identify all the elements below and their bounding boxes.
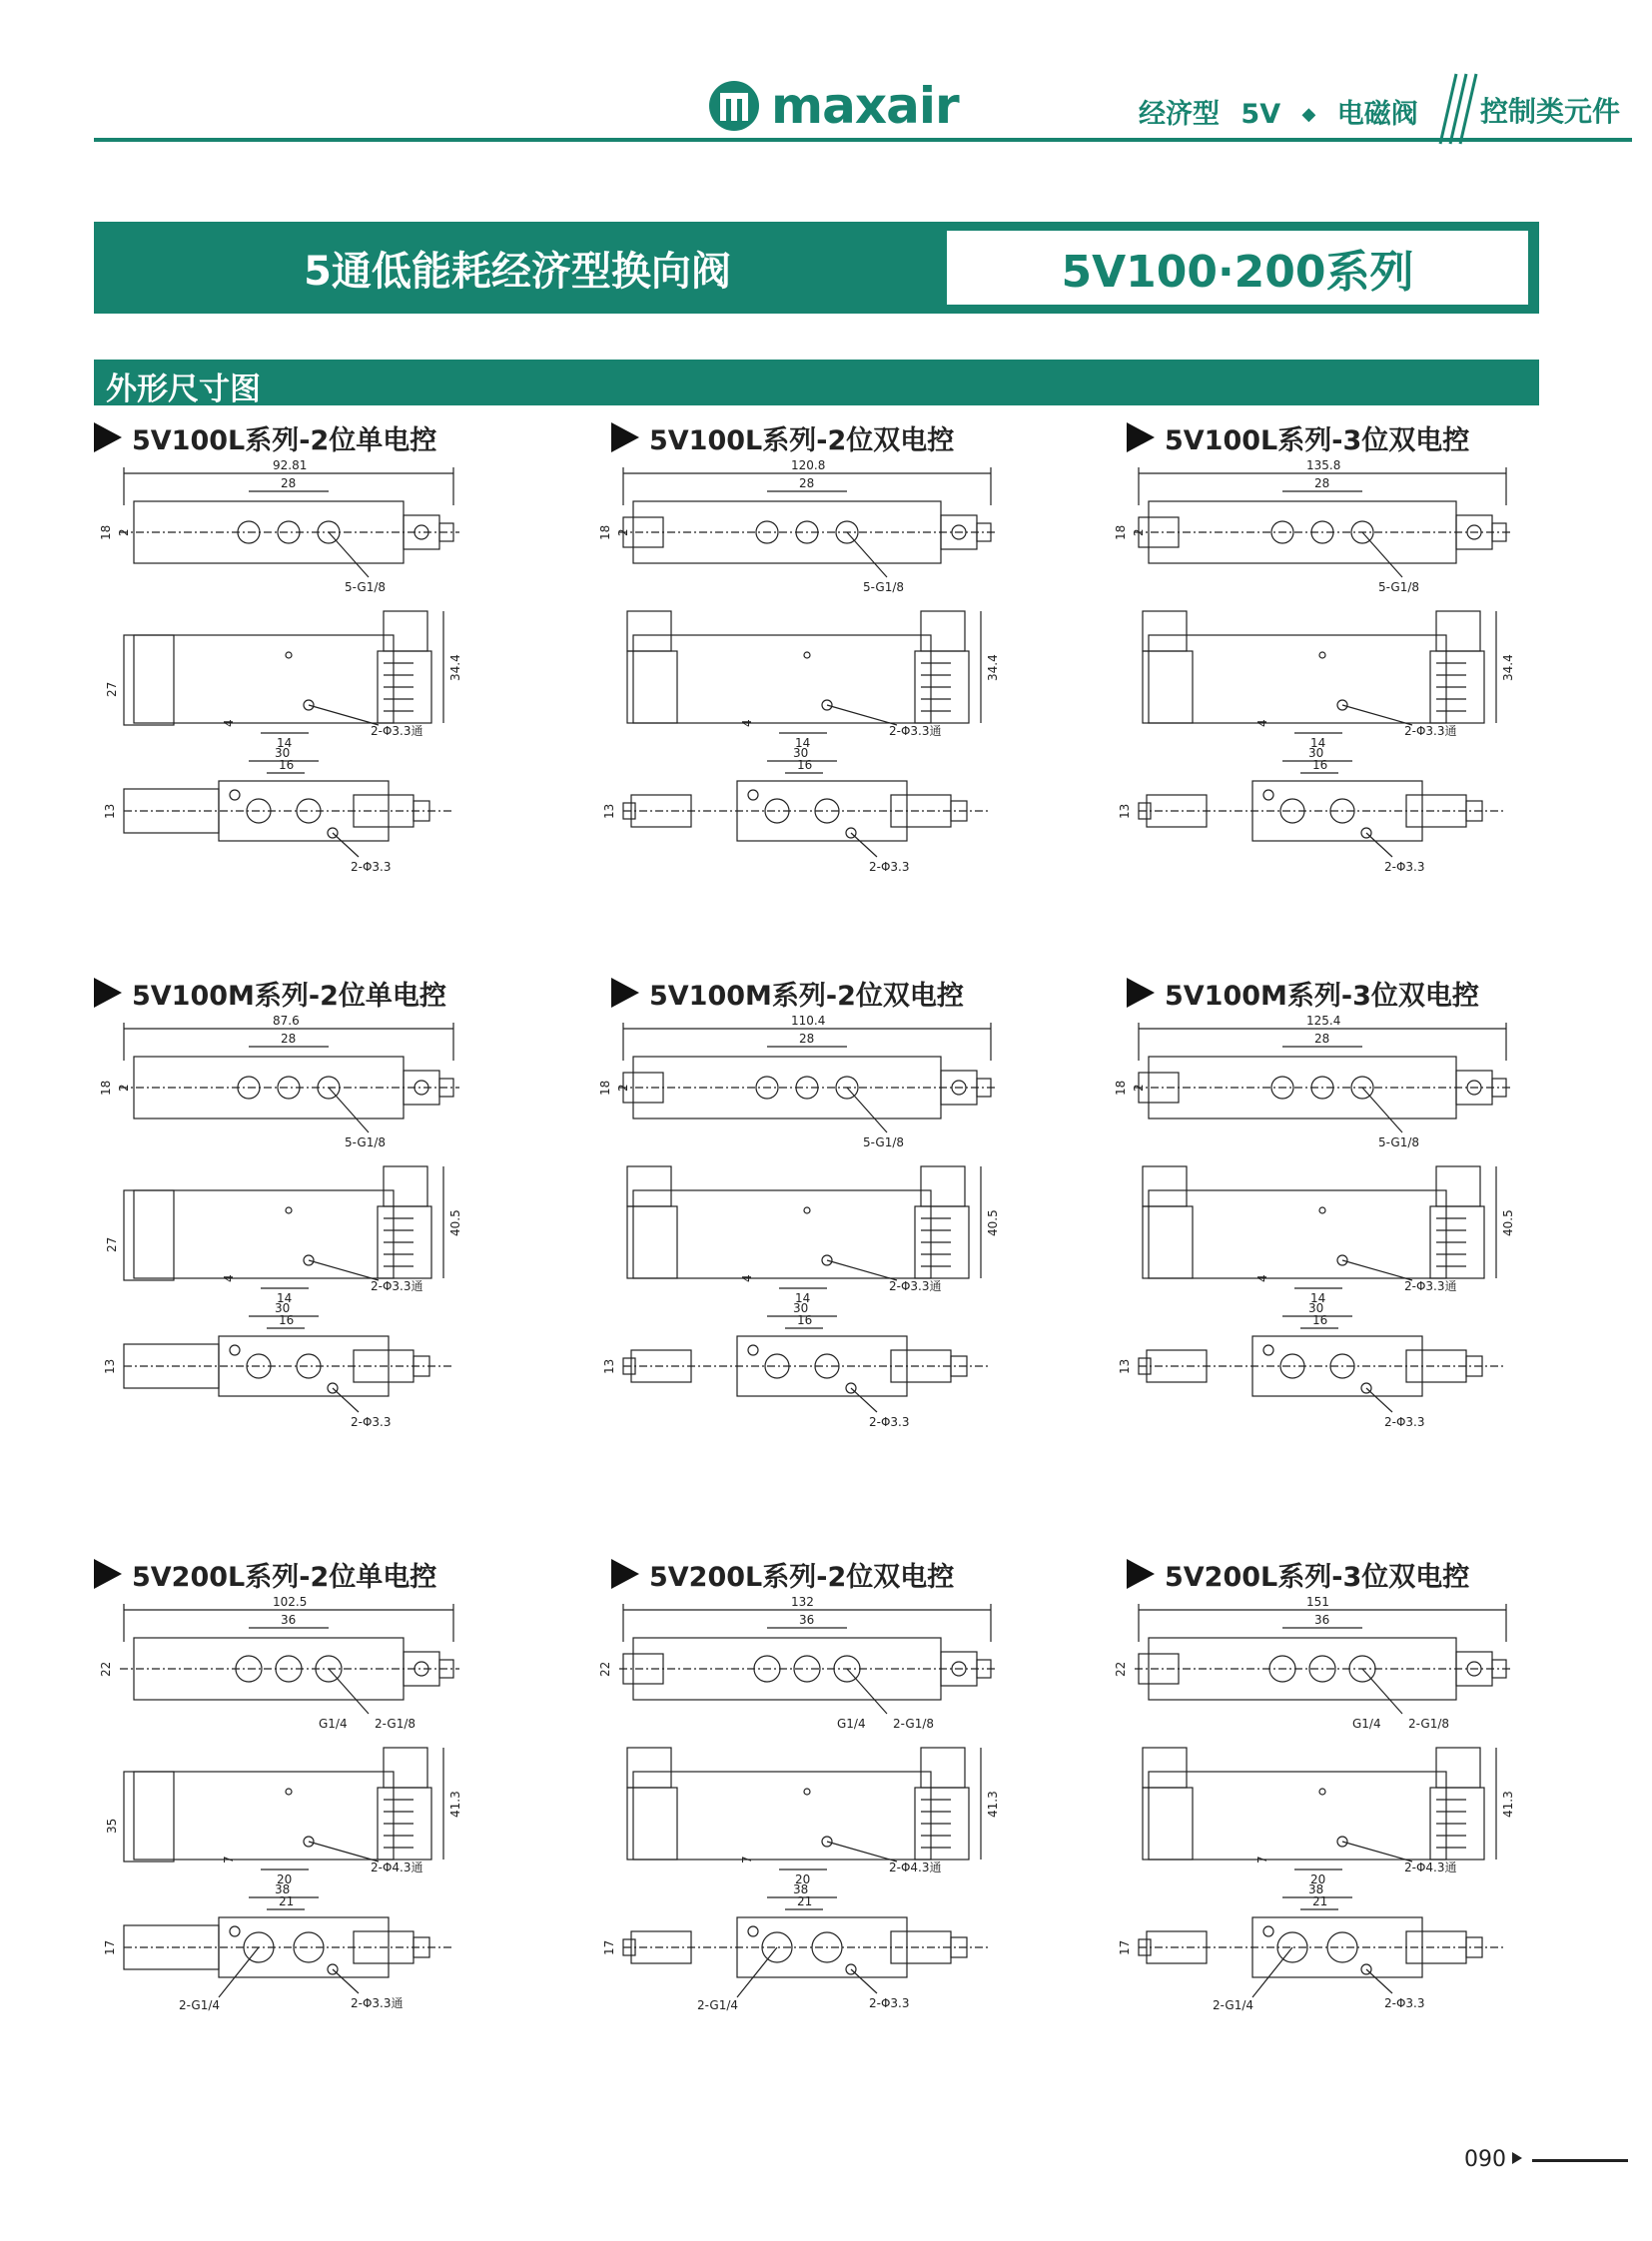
drawing-lines	[619, 467, 997, 857]
leader-line	[1366, 833, 1392, 857]
port-spec: 5-G1/8	[863, 580, 905, 594]
hole-offset-dim: 4	[740, 1274, 754, 1282]
drawing-lines	[120, 1604, 459, 1997]
hole-spec: 2-Φ4.3通	[1404, 1861, 1457, 1874]
header-divider	[94, 138, 1632, 142]
triangle-bullet-icon	[1127, 422, 1155, 452]
pitch-dim: 28	[1314, 1032, 1330, 1046]
panel-title-text: 5V100L系列-3位双电控	[1165, 424, 1470, 456]
panel-title-text: 5V200L系列-2位单电控	[132, 1561, 437, 1593]
panel-title-text: 5V100M系列-3位双电控	[1165, 980, 1479, 1012]
diamond-icon: ◆	[1301, 104, 1316, 125]
bottom-height-dim: 13	[602, 803, 616, 819]
leader-line	[1342, 1842, 1412, 1862]
category-label: 控制类元件	[1480, 95, 1621, 128]
coil-right-side	[921, 611, 965, 651]
port-spec-2: 2-G1/8	[375, 1717, 416, 1731]
width-dim-1: 30	[275, 1301, 291, 1315]
page-footer	[1464, 2147, 1522, 2172]
mount-hole	[230, 790, 240, 800]
coil-right-side	[921, 1748, 965, 1788]
valve-body-side	[633, 1772, 931, 1860]
bottom-hole-spec: 2-Φ3.3	[351, 1415, 392, 1429]
total-height-dim: 34.4	[1501, 654, 1515, 681]
panel-title	[1127, 973, 1479, 1013]
mount-hole	[1319, 1789, 1325, 1795]
triangle-bullet-icon	[94, 978, 122, 1008]
height-dim: 18	[99, 524, 113, 540]
panel-title-text: 5V100M系列-2位单电控	[132, 980, 446, 1012]
port-spec: G1/4	[1352, 1717, 1381, 1731]
header-product-info	[1139, 92, 1418, 131]
leader-line	[1366, 1969, 1392, 1993]
hole-pitch-dim: 14	[277, 736, 293, 750]
bottom-height-dim: 13	[1118, 803, 1132, 819]
offset-dim: 2	[117, 528, 131, 536]
dimension-drawing	[94, 458, 593, 961]
bottom-height-dim: 17	[1118, 1939, 1132, 1955]
width-dim-2: 16	[1312, 1313, 1328, 1327]
port-spec: 5-G1/8	[863, 1135, 905, 1149]
mount-hole	[286, 1789, 292, 1795]
leader-line	[1342, 705, 1412, 725]
hole-spec: 2-Φ3.3通	[371, 1279, 423, 1293]
port-spec-2: 2-G1/8	[1408, 1717, 1450, 1731]
mount-hole	[1263, 1926, 1273, 1936]
coil-right-side	[384, 1166, 427, 1206]
hole-spec: 2-Φ3.3通	[371, 724, 423, 738]
hole-pitch-dim: 14	[795, 736, 811, 750]
section-header	[94, 360, 1539, 405]
bottom-height-dim: 13	[602, 1358, 616, 1374]
section-title: 外形尺寸图	[106, 372, 261, 407]
panel-title-text: 5V200L系列-3位双电控	[1165, 1561, 1470, 1593]
coil-right-side	[1436, 1748, 1480, 1788]
width-dim-2: 16	[797, 758, 813, 772]
solenoid-left-side	[627, 1788, 677, 1860]
panel-title	[1127, 417, 1469, 457]
drawing-lines	[120, 467, 459, 857]
leader-line	[333, 833, 359, 857]
width-dim-2: 21	[1312, 1894, 1328, 1908]
total-height-dim: 40.5	[986, 1209, 1000, 1236]
drawing-lines	[619, 1023, 997, 1412]
mount-hole	[286, 1207, 292, 1213]
hole-pitch-dim: 14	[795, 1291, 811, 1305]
hole-pitch-dim: 14	[1310, 1291, 1326, 1305]
end-cap-side	[124, 635, 174, 725]
leader-line	[827, 705, 897, 725]
triangle-bullet-icon	[94, 1559, 122, 1589]
leader-line	[851, 833, 877, 857]
length-dim: 135.8	[1306, 458, 1341, 472]
solenoid-left-side	[627, 651, 677, 723]
mount-hole	[804, 1789, 810, 1795]
mount-hole	[1319, 652, 1325, 658]
width-dim-1: 30	[793, 1301, 809, 1315]
height-dim: 18	[1114, 524, 1128, 540]
panel-title-text: 5V100L系列-2位单电控	[132, 424, 437, 456]
total-height-dim: 34.4	[986, 654, 1000, 681]
port-spec: 5-G1/8	[345, 1135, 387, 1149]
bottom-height-dim: 13	[103, 803, 117, 819]
bottom-height-dim: 13	[1118, 1358, 1132, 1374]
panel-title	[611, 973, 964, 1013]
height-dim: 22	[1114, 1661, 1128, 1677]
width-dim-2: 16	[279, 1313, 295, 1327]
port-spec: 5-G1/8	[345, 580, 387, 594]
valve-body-side	[134, 1772, 394, 1860]
triangle-bullet-icon	[1127, 1559, 1155, 1589]
drawing-lines	[120, 1023, 459, 1412]
dimension-drawing	[1114, 458, 1626, 961]
total-height-dim: 41.3	[448, 1791, 462, 1818]
offset-dim: 2	[1132, 528, 1146, 536]
mount-hole	[804, 652, 810, 658]
hole-offset-dim: 7	[1255, 1856, 1269, 1864]
leader-line	[847, 1088, 887, 1132]
valve-body-side	[633, 1190, 931, 1278]
leader-line	[847, 1669, 887, 1714]
solenoid-left-side	[1143, 651, 1193, 723]
hole-spec: 2-Φ3.3通	[889, 1279, 942, 1293]
bottom-height-dim: 17	[103, 1939, 117, 1955]
total-height-dim: 41.3	[986, 1791, 1000, 1818]
dimension-drawing	[598, 1595, 1111, 2097]
bottom-hole-spec: 2-Φ3.3	[351, 860, 392, 874]
bottom-port-spec: 2-G1/4	[1213, 1998, 1254, 2012]
leader-line	[333, 1388, 359, 1412]
mount-hole	[748, 1345, 758, 1355]
pitch-dim: 36	[281, 1613, 297, 1627]
solenoid-left-side	[1143, 1206, 1193, 1278]
banner-title: 5通低能耗经济型换向阀	[304, 248, 731, 295]
valve-body-side	[1149, 1772, 1446, 1860]
drawing-lines	[1135, 467, 1512, 857]
width-dim-1: 30	[793, 746, 809, 760]
leader-line	[329, 1088, 369, 1132]
total-height-dim: 40.5	[448, 1209, 462, 1236]
bottom-hole-spec: 2-Φ3.3	[1384, 860, 1425, 874]
coil-right-side	[384, 611, 427, 651]
series-tag: 5V	[1240, 99, 1281, 130]
width-dim-1: 30	[1308, 746, 1324, 760]
mount-hole	[804, 1207, 810, 1213]
leader-line	[851, 1969, 877, 1993]
panel-title-text: 5V200L系列-2位双电控	[649, 1561, 955, 1593]
port-spec: 5-G1/8	[1378, 1135, 1420, 1149]
width-dim-2: 16	[279, 758, 295, 772]
title-banner	[94, 222, 1539, 314]
leader-line	[1252, 1947, 1292, 1997]
mount-hole	[230, 1926, 240, 1936]
width-dim-2: 21	[797, 1894, 813, 1908]
dimension-drawing	[598, 458, 1111, 961]
width-dim-1: 30	[275, 746, 291, 760]
width-dim-1: 30	[1308, 1301, 1324, 1315]
leader-line	[1362, 1669, 1402, 1714]
end-cap-side	[124, 1190, 174, 1280]
leader-line	[847, 532, 887, 577]
bottom-height-dim: 17	[602, 1939, 616, 1955]
hole-spec: 2-Φ3.3通	[1404, 724, 1457, 738]
hole-spec: 2-Φ3.3通	[889, 724, 942, 738]
height-dim: 18	[598, 1080, 612, 1096]
panel-title	[94, 1554, 436, 1594]
bottom-height-dim: 13	[103, 1358, 117, 1374]
hole-pitch-dim: 14	[277, 1291, 293, 1305]
leader-line	[219, 1947, 259, 1997]
hole-offset-dim: 4	[222, 1274, 236, 1282]
pitch-dim: 28	[799, 476, 815, 490]
brand-logo	[707, 76, 959, 136]
mount-hole	[748, 1926, 758, 1936]
pitch-dim: 28	[1314, 476, 1330, 490]
width-dim-1: 38	[793, 1882, 809, 1896]
end-cap-side	[124, 1772, 174, 1862]
leader-line	[333, 1969, 359, 1993]
drawing-lines	[1135, 1023, 1512, 1412]
hole-offset-dim: 7	[222, 1856, 236, 1864]
mount-hole	[286, 652, 292, 658]
total-height-dim: 41.3	[1501, 1791, 1515, 1818]
mount-hole	[230, 1345, 240, 1355]
drawing-lines	[1135, 1604, 1512, 1997]
length-dim: 87.6	[273, 1014, 300, 1028]
total-height-dim: 34.4	[448, 654, 462, 681]
hole-pitch-dim: 20	[277, 1872, 293, 1886]
dimension-drawing	[1114, 1014, 1626, 1516]
body-height-dim: 35	[105, 1818, 119, 1834]
offset-dim: 2	[1132, 1084, 1146, 1092]
panel-title	[94, 973, 446, 1013]
footer-rule	[1532, 2159, 1628, 2162]
leader-line	[1366, 1388, 1392, 1412]
hole-spec: 2-Φ4.3通	[371, 1861, 423, 1874]
leader-line	[1362, 1088, 1402, 1132]
valve-body-side	[134, 1190, 394, 1278]
width-dim-1: 38	[1308, 1882, 1324, 1896]
triangle-bullet-icon	[1127, 978, 1155, 1008]
leader-line	[827, 1260, 897, 1280]
drawing-lines	[619, 1604, 997, 1997]
leader-line	[1342, 1260, 1412, 1280]
mount-hole	[1263, 1345, 1273, 1355]
dimension-drawing	[94, 1014, 593, 1516]
solenoid-left-side	[627, 1206, 677, 1278]
valve-type: 电磁阀	[1336, 99, 1418, 130]
height-dim: 18	[598, 524, 612, 540]
length-dim: 110.4	[791, 1014, 826, 1028]
port-spec-2: 2-G1/8	[893, 1717, 935, 1731]
port-spec: 5-G1/8	[1378, 580, 1420, 594]
width-dim-1: 38	[275, 1882, 291, 1896]
solenoid-left-side	[1143, 1788, 1193, 1860]
panel-title	[1127, 1554, 1469, 1594]
leader-line	[737, 1947, 777, 1997]
panel-title	[94, 417, 436, 457]
logo-text: maxair	[771, 77, 959, 135]
panel-title	[611, 1554, 954, 1594]
port-spec: G1/4	[837, 1717, 866, 1731]
pitch-dim: 36	[1314, 1613, 1330, 1627]
page-number: 090	[1464, 2147, 1506, 2172]
length-dim: 120.8	[791, 458, 826, 472]
port-spec: G1/4	[319, 1717, 348, 1731]
panel-title	[611, 417, 954, 457]
width-dim-2: 16	[1312, 758, 1328, 772]
hole-offset-dim: 4	[740, 719, 754, 727]
offset-dim: 2	[117, 1084, 131, 1092]
hole-pitch-dim: 20	[1310, 1872, 1326, 1886]
slash-divider-icon	[1420, 74, 1476, 144]
panel-title-text: 5V100M系列-2位双电控	[649, 980, 964, 1012]
length-dim: 92.81	[273, 458, 308, 472]
width-dim-2: 21	[279, 1894, 295, 1908]
pitch-dim: 28	[281, 1032, 297, 1046]
pitch-dim: 28	[799, 1032, 815, 1046]
dimension-drawing	[598, 1014, 1111, 1516]
hole-pitch-dim: 14	[1310, 736, 1326, 750]
leader-line	[309, 1842, 379, 1862]
leader-line	[827, 1842, 897, 1862]
coil-right-side	[384, 1748, 427, 1788]
hole-offset-dim: 7	[740, 1856, 754, 1864]
height-dim: 18	[1114, 1080, 1128, 1096]
length-dim: 125.4	[1306, 1014, 1341, 1028]
coil-right-side	[1436, 611, 1480, 651]
bottom-hole-spec: 2-Φ3.3	[1384, 1996, 1425, 2010]
total-height-dim: 40.5	[1501, 1209, 1515, 1236]
pitch-dim: 36	[799, 1613, 815, 1627]
mount-hole	[1319, 1207, 1325, 1213]
triangle-bullet-icon	[611, 978, 639, 1008]
hole-spec: 2-Φ4.3通	[889, 1861, 942, 1874]
triangle-bullet-icon	[611, 1559, 639, 1589]
body-height-dim: 27	[105, 681, 119, 697]
mount-hole	[748, 790, 758, 800]
valve-body-side	[633, 635, 931, 723]
length-dim: 151	[1306, 1595, 1329, 1609]
height-dim: 22	[99, 1661, 113, 1677]
dimension-drawing	[1114, 1595, 1626, 2097]
body-height-dim: 27	[105, 1236, 119, 1252]
height-dim: 22	[598, 1661, 612, 1677]
bottom-hole-spec: 2-Φ3.3	[1384, 1415, 1425, 1429]
leader-line	[1362, 532, 1402, 577]
width-dim-2: 16	[797, 1313, 813, 1327]
hole-pitch-dim: 20	[795, 1872, 811, 1886]
arrow-right-icon	[1512, 2152, 1522, 2164]
valve-body-side	[1149, 635, 1446, 723]
leader-line	[309, 1260, 379, 1280]
leader-line	[329, 1669, 369, 1714]
mount-hole	[1263, 790, 1273, 800]
triangle-bullet-icon	[611, 422, 639, 452]
banner-series: 5V100·200系列	[947, 231, 1528, 305]
valve-body-side	[1149, 1190, 1446, 1278]
leader-line	[329, 532, 369, 577]
valve-body-side	[134, 635, 394, 723]
bottom-hole-spec: 2-Φ3.3通	[351, 1996, 404, 2010]
hole-offset-dim: 4	[1255, 1274, 1269, 1282]
bottom-hole-spec: 2-Φ3.3	[869, 1996, 910, 2010]
hole-spec: 2-Φ3.3通	[1404, 1279, 1457, 1293]
offset-dim: 2	[616, 1084, 630, 1092]
leader-line	[851, 1388, 877, 1412]
bottom-port-spec: 2-G1/4	[697, 1998, 739, 2012]
leader-line	[309, 705, 379, 725]
triangle-bullet-icon	[94, 422, 122, 452]
hole-offset-dim: 4	[222, 719, 236, 727]
height-dim: 18	[99, 1080, 113, 1096]
pitch-dim: 28	[281, 476, 297, 490]
bottom-hole-spec: 2-Φ3.3	[869, 860, 910, 874]
offset-dim: 2	[616, 528, 630, 536]
length-dim: 102.5	[273, 1595, 308, 1609]
length-dim: 132	[791, 1595, 814, 1609]
panel-title-text: 5V100L系列-2位双电控	[649, 424, 955, 456]
bottom-hole-spec: 2-Φ3.3	[869, 1415, 910, 1429]
product-line: 经济型	[1139, 99, 1220, 130]
bottom-port-spec: 2-G1/4	[179, 1998, 221, 2012]
page-header	[0, 0, 1652, 150]
dimension-drawing	[94, 1595, 593, 2097]
hole-offset-dim: 4	[1255, 719, 1269, 727]
maxair-logo-icon	[707, 79, 761, 133]
coil-right-side	[921, 1166, 965, 1206]
coil-right-side	[1436, 1166, 1480, 1206]
